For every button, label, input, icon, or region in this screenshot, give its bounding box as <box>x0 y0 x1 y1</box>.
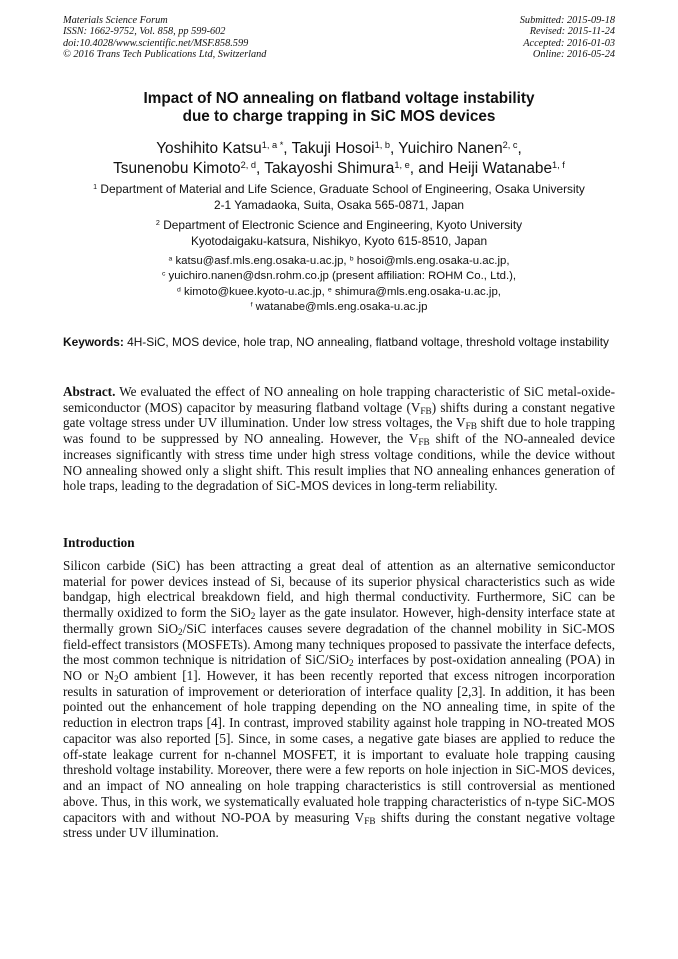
email-mark: c <box>161 270 166 278</box>
affiliation-mark: 2 <box>155 219 160 228</box>
email-mark: f <box>250 301 253 309</box>
author-line-2 <box>40 159 638 179</box>
paper-title <box>40 90 638 126</box>
email-address: watanabe@mls.eng.osaka-u.ac.jp <box>255 300 428 313</box>
affiliation-1-line-2: 2-1 Yamadaoka, Suita, Osaka 565-0871, Japan <box>213 197 465 212</box>
author-name: Takuji Hosoi <box>291 140 375 157</box>
author-list <box>40 139 638 179</box>
author-name: Yuichiro Nanen <box>398 140 503 157</box>
title-line-2: due to charge trapping in SiC MOS devices <box>182 108 496 125</box>
subscript: 2 <box>114 673 119 684</box>
journal-info <box>63 15 266 60</box>
affiliation-2 <box>40 218 638 249</box>
affiliation-text: Department of Material and Life Science, Graduate School of Engineering, Osaka University <box>100 182 585 196</box>
date-submitted: Submitted: 2015-09-18 <box>519 15 615 26</box>
abstract-text: We evaluated the effect of NO annealing on hole trapping characteristic of SiC metal-oxide-semiconductor (MOS) capacitor by measuring flatband voltage (V <box>63 384 615 415</box>
body-text: O ambient [1]. However, it has been recently reported that excess nitrogen incorporation results in saturation of improvement or deterioration of interface quality [2,3]. In addition, it has been pointed out the enhancement of hole trapping depending on the NO annealing time, in spite of the reduction in electron traps [4]. In contrast, improved stability against hole trapping in NO-treated MOS capacitor was also reported [5]. Since, in some cases, a negative gate biases are applied to reduce the off-state leakage current for n-channel MOSFET, it is important to evaluate hole trapping causing threshold voltage instability. Moreover, there were a few reports on hole injection in SiC-MOS devices, and an impact of NO annealing on hole trapping characteristics is still controversial as mentioned above. Thus, in this work, we systematically evaluated hole trapping characteristics of n-type SiC-MOS capacitors with and without NO-POA by measuring V <box>63 668 615 825</box>
affiliation-2-line-2: Kyotodaigaku-katsura, Nishikyo, Kyoto 615-8510, Japan <box>190 233 488 248</box>
introduction-paragraph <box>63 558 615 841</box>
abstract-text: ) shifts during a constant negative gate voltage stress under UV illumination. Under low stress voltages, the V <box>63 399 615 431</box>
keywords <box>63 335 614 351</box>
author-affil-mark: 2, d <box>240 159 256 170</box>
keywords-label: Keywords: <box>63 335 124 349</box>
abstract-label: Abstract. <box>63 384 116 399</box>
affiliation-text: Department of Electronic Science and Engineering, Kyoto University <box>163 218 523 232</box>
journal-issn: ISSN: 1662-9752, Vol. 858, pp 599-602 <box>63 26 226 38</box>
email-address: hosoi@mls.eng.osaka-u.ac.jp, <box>356 255 510 267</box>
author-name: Heiji Watanabe <box>448 160 553 177</box>
affiliation-1-line-1 <box>40 182 638 198</box>
date-online: Online: 2016-05-24 <box>532 48 615 60</box>
keywords-text: 4H-SiC, MOS device, hole trap, NO annealing, flatband voltage, threshold voltage instability <box>127 335 609 349</box>
email-mark: e <box>327 285 332 293</box>
body-text: layer as the gate insulator. However, high-density interface state at thermally grown SiO <box>63 605 615 636</box>
author-affil-mark: 1, f <box>552 159 565 170</box>
date-revised: Revised: 2015-11-24 <box>529 26 615 38</box>
email-address: katsu@asf.mls.eng.osaka-u.ac.jp, <box>175 255 347 267</box>
email-line-3 <box>40 285 638 300</box>
email-mark: b <box>349 255 354 263</box>
subscript: FB <box>420 405 432 416</box>
author-separator: , <box>256 160 265 177</box>
journal-copyright: © 2016 Trans Tech Publications Ltd, Switzerland <box>63 48 267 60</box>
subscript: FB <box>418 436 430 447</box>
affiliation-1 <box>40 182 638 213</box>
author-separator: , and <box>409 160 449 177</box>
affiliation-2-line-1 <box>40 218 638 234</box>
email-address: kimoto@kuee.kyoto-u.ac.jp, <box>184 285 325 298</box>
subscript: FB <box>465 421 477 432</box>
subscript: 2 <box>178 626 183 637</box>
author-name: Tsunenobu Kimoto <box>113 160 241 177</box>
email-line-2 <box>40 269 638 284</box>
email-address: yuichiro.nanen@dsn.rohm.co.jp (present affiliation: ROHM Co., Ltd.), <box>168 270 517 283</box>
journal-name: Materials Science Forum <box>63 15 168 26</box>
email-line-4 <box>40 300 638 315</box>
body-text: shifts during the constant negative voltage stress under UV illumination. <box>63 809 615 841</box>
abstract-text: shift due to hole trapping was found to be suppressed by NO annealing. However, the V <box>63 415 615 447</box>
body-text: Silicon carbide (SiC) has been attracting a great deal of attention as an alternative semiconductor material for power devices instead of Si, because of its superior physical characteristics such as wide bandgap, high electrical breakdown field, and high thermal conductivity. Furthermore, SiC can be thermally oxidized to form the SiO <box>63 558 615 621</box>
author-affil-mark: 1, e <box>394 159 410 170</box>
author-separator: , <box>517 140 522 157</box>
author-name: Yoshihito Katsu <box>156 140 262 157</box>
author-emails <box>40 254 638 315</box>
abstract <box>63 384 615 494</box>
subscript: 2 <box>250 611 256 621</box>
author-separator: , <box>389 140 399 157</box>
body-text: /SiC interfaces causes severe degradation of the channel mobility in SiC-MOS field-effect transistors (MOSFETs). Among many techniques proposed to passivate the interface defects, the most common technique is nitridation of SiC/SiO <box>63 620 615 668</box>
author-affil-mark: 2, c <box>502 139 518 150</box>
date-accepted: Accepted: 2016-01-03 <box>523 37 615 49</box>
author-separator: , <box>283 140 292 157</box>
affiliation-mark: 1 <box>93 183 98 192</box>
body-text: interfaces by post-oxidation annealing (POA) in NO or N <box>63 652 616 684</box>
section-heading-introduction: Introduction <box>63 535 135 550</box>
email-address: shimura@mls.eng.osaka-u.ac.jp, <box>334 285 501 298</box>
journal-doi: doi:10.4028/www.scientific.net/MSF.858.599 <box>63 37 249 49</box>
abstract-text: shift of the NO-annealed device increases significantly with stress time under high stress voltage conditions, while the device without NO annealing showed only a slight shift. This result implies that NO annealing enhances generation of hole traps, leading to the degradation of SiC-MOS devices in long-term reliability. <box>63 431 616 494</box>
author-line-1 <box>40 139 638 159</box>
email-mark: a <box>168 255 173 263</box>
publication-dates <box>520 15 615 60</box>
email-mark: d <box>177 285 181 293</box>
title-line-1: Impact of NO annealing on flatband voltage instability <box>143 90 535 107</box>
subscript: 2 <box>348 658 354 669</box>
email-line-1 <box>40 254 638 269</box>
author-name: Takayoshi Shimura <box>264 160 395 177</box>
subscript: FB <box>364 815 376 826</box>
author-affil-mark: 1, b <box>374 139 390 150</box>
author-affil-mark: 1, a * <box>261 139 284 150</box>
